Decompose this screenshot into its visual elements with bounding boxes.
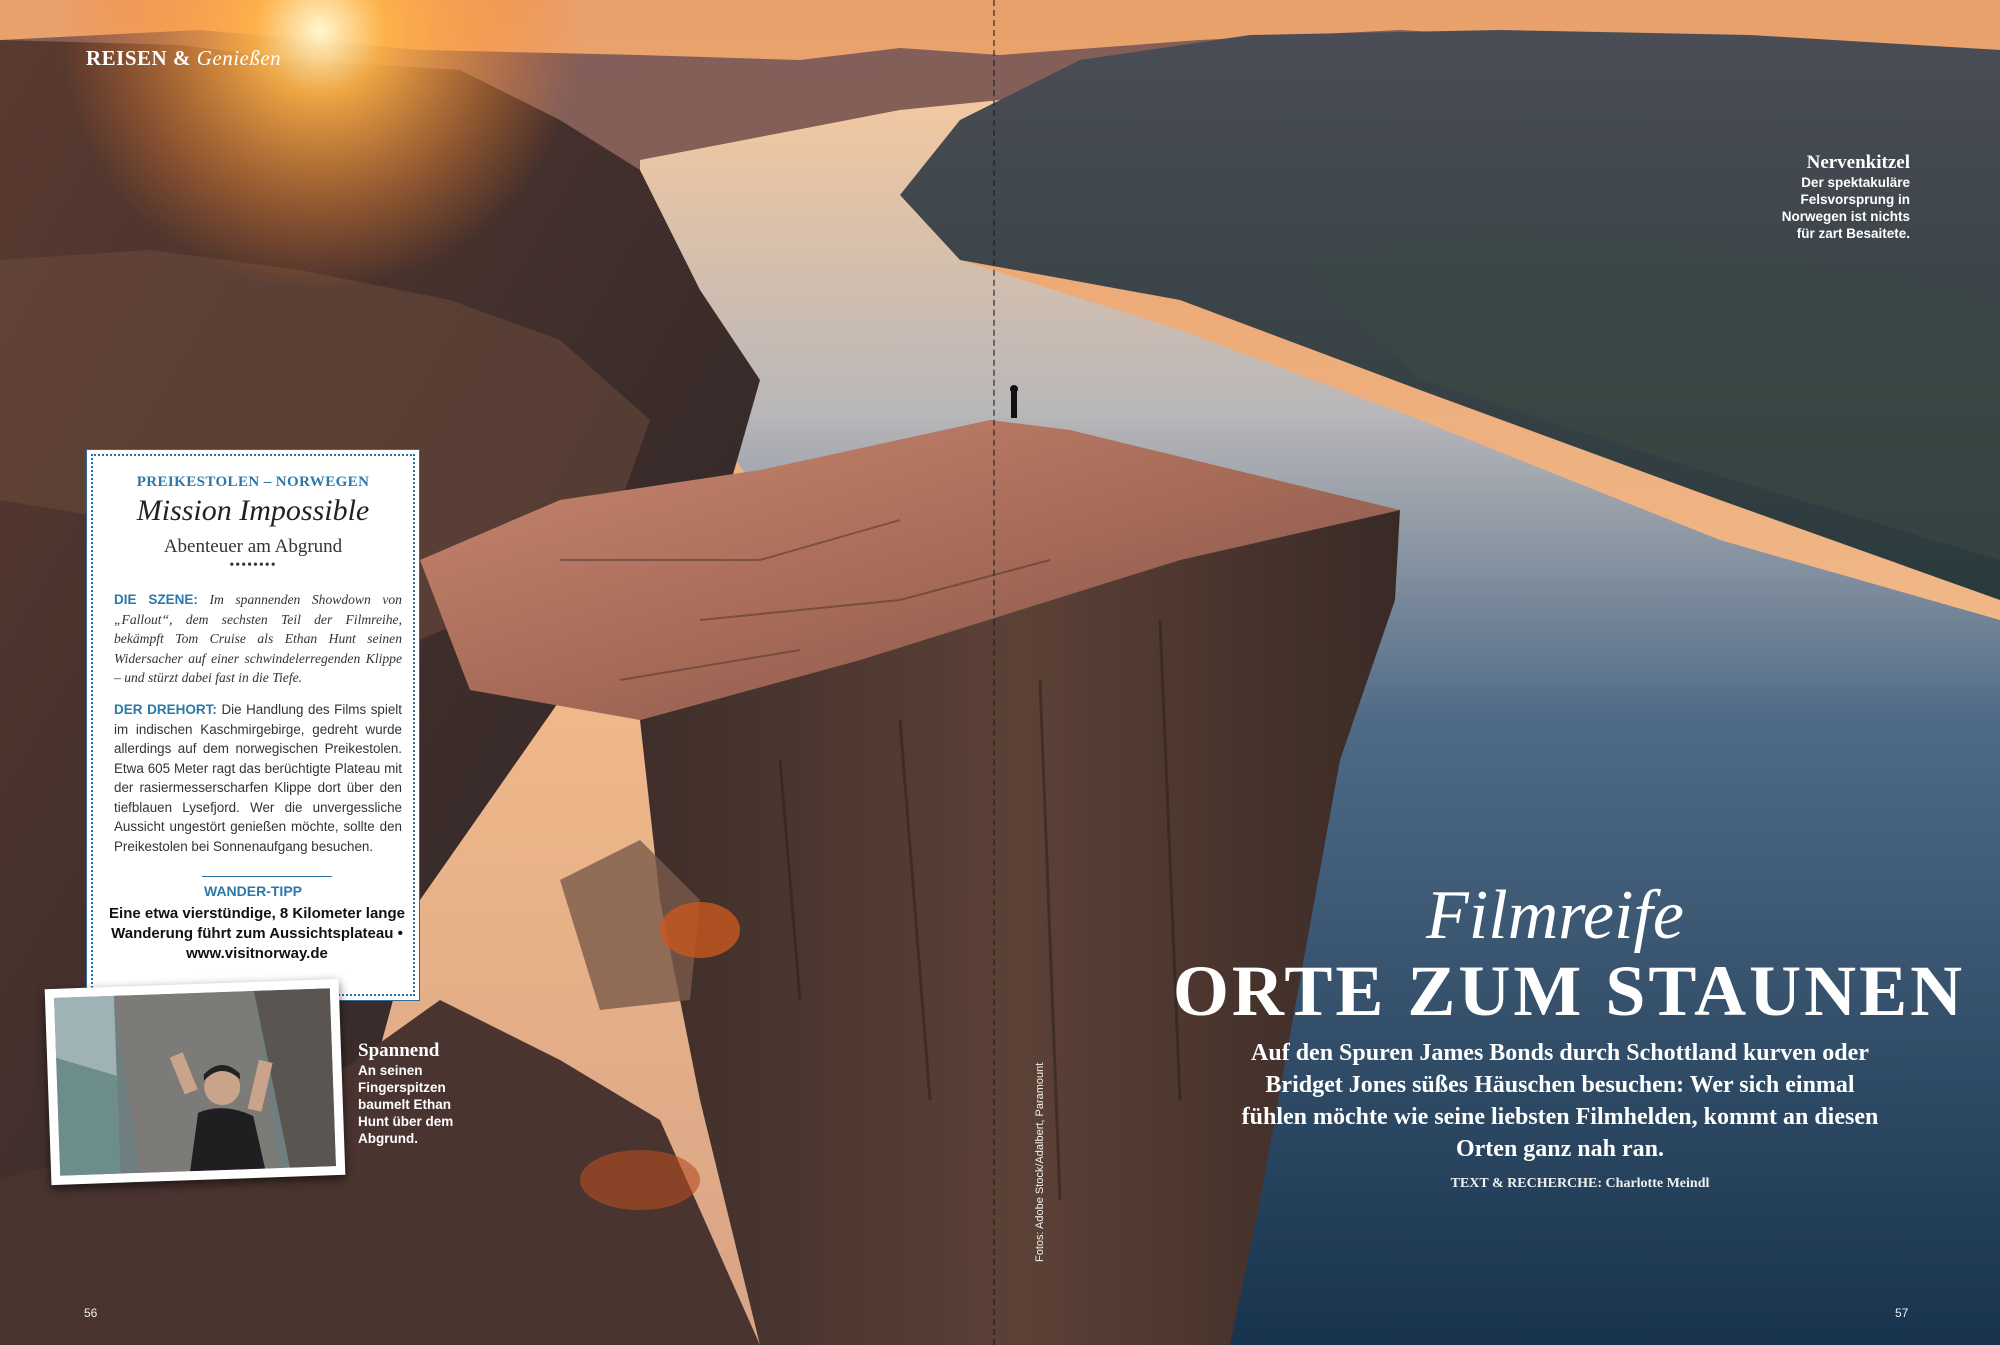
section-label — [86, 46, 281, 71]
photo-caption-title: Nervenkitzel — [1806, 152, 1910, 173]
inset-caption-text: An seinen Fingerspitzen baumelt Ethan Hunt über dem Abgrund. — [358, 1063, 454, 1146]
scene-paragraph — [114, 590, 402, 688]
location-text: Die Handlung des Films spielt im indischen Kaschmirgebirge, gedreht wurde allerdings auf dem norwegischen Preikestolen. Etwa 605 Meter ragt das berüchtigte Plateau mit der rasiermesserscharfen Klippe dort über den tiefblauen Lysefjord. Wer die unvergessliche Aussicht ungestört genießen möchte, sollte den Preikestolen bei Sonnenaufgang besuchen. — [114, 702, 402, 854]
section-label-italic: Genießen — [196, 46, 282, 70]
info-box-kicker: PREIKESTOLEN – NORWEGEN — [136, 474, 370, 490]
movie-still-image — [54, 988, 336, 1176]
location-paragraph — [114, 700, 402, 856]
headline-caps: ORTE ZUM STAUNEN — [1172, 951, 1966, 1031]
author-credit: TEXT & RECHERCHE: Charlotte Meindl — [1450, 1176, 1710, 1191]
info-box-subtitle: Abenteuer am Abgrund — [163, 536, 343, 557]
page-number-left: 56 — [84, 1306, 98, 1320]
tip-label: WANDER-TIPP — [204, 883, 302, 899]
deck-text: Auf den Spuren James Bonds durch Schottland kurven oder Bridget Jones süßes Häuschen besuchen: Wer sich einmal fühlen möchte wie seine liebsten Filmhelden, kommt an diesen Orten ganz nah ran. — [1241, 1040, 1879, 1162]
tip-text: Eine etwa vierstündige, 8 Kilometer lange Wanderung führt zum Aussichtsplateau • www.visitnorway.de — [109, 905, 405, 962]
inset-caption-title: Spannend — [358, 1040, 440, 1061]
photo-credit: Fotos: Adobe Stock/Adalbert, Paramount — [1034, 1062, 1046, 1262]
inset-photo — [45, 979, 346, 1185]
scene-text: Im spannenden Showdown von „Fallout“, dem sechsten Teil der Filmreihe, bekämpft Tom Cruise als Ethan Hunt seinen Widersacher auf einer schwindelerregenden Klippe – und stürzt dabei fast in die Tiefe. — [114, 592, 402, 685]
scene-label: DIE SZENE: — [114, 592, 198, 607]
photo-caption-text: Der spektakuläre Felsvorsprung in Norwegen ist nichts für zart Besaitete. — [1781, 175, 1910, 241]
page-gutter — [993, 0, 995, 1345]
info-box-ornament: •••••••• — [229, 558, 277, 573]
location-label: DER DREHORT: — [114, 702, 217, 717]
info-box-title: Mission Impossible — [136, 494, 370, 527]
tip-divider — [202, 876, 332, 877]
page-number-right: 57 — [1895, 1306, 1909, 1320]
headline-italic: Filmreife — [1426, 877, 1684, 954]
section-label-text: REISEN & — [86, 46, 191, 70]
